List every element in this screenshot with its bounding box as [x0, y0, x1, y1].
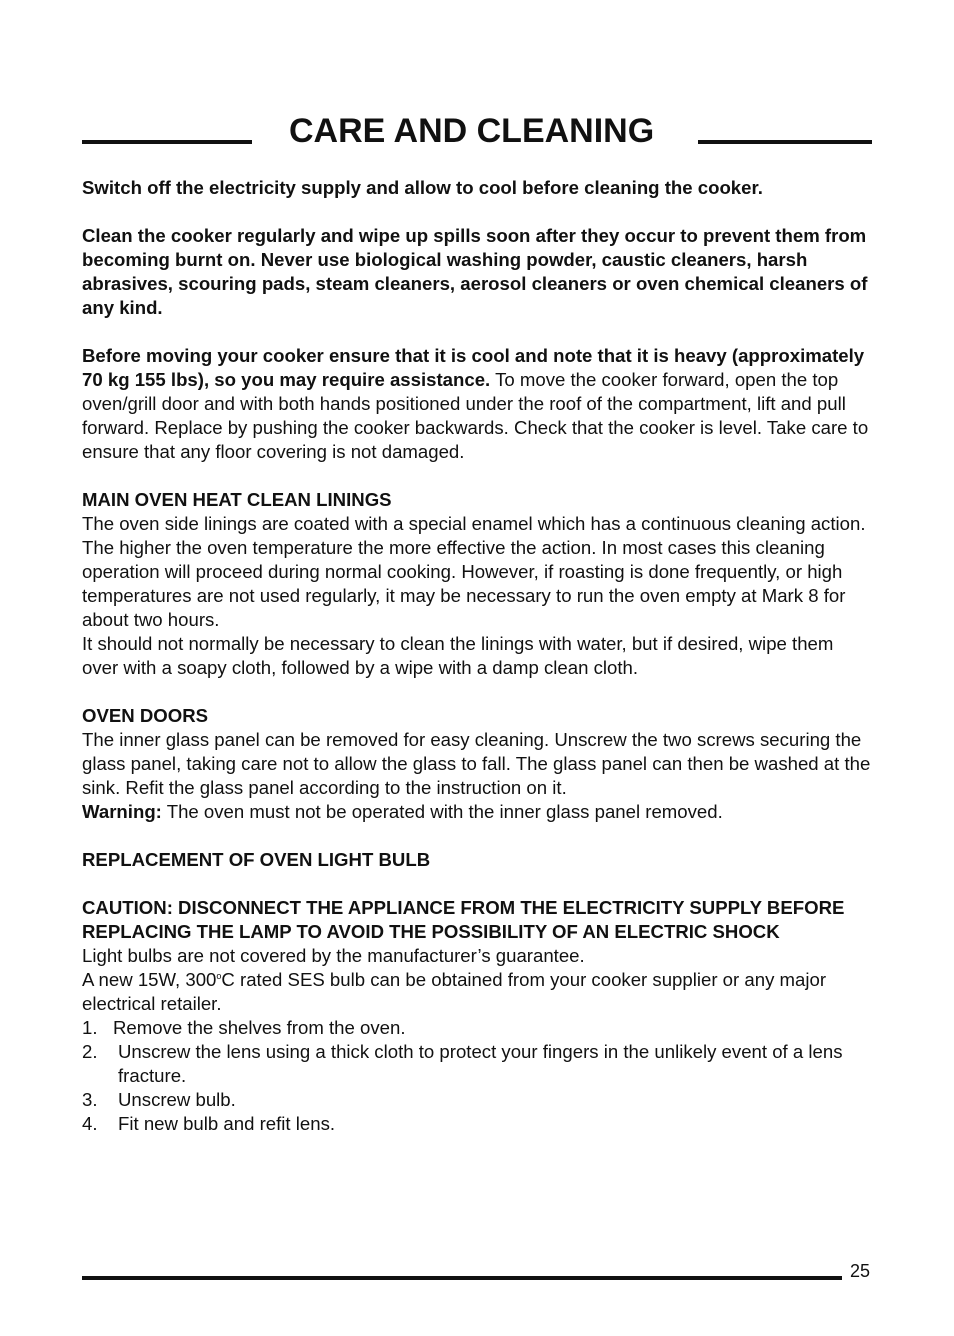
bulb-guarantee: Light bulbs are not covered by the manufacturer’s guarantee.: [82, 945, 585, 966]
list-item: [82, 1040, 874, 1088]
bulb-supply-pre: A new 15W, 300: [82, 969, 217, 990]
title-rule-right: [698, 140, 872, 144]
warning-label: Warning:: [82, 801, 162, 822]
step-number: 2.: [82, 1041, 98, 1062]
moving-cooker-bold: Before moving your cooker ensure that it is cool and note that it is heavy (approximately 70 kg 155 lbs), so you may require assistance.: [82, 345, 865, 390]
intro-clean-regularly: Clean the cooker regularly and wipe up spills soon after they occur to prevent them from becoming burnt on. Never use biological washing powder, caustic cleaners, harsh abrasives, scouring pads, steam cleaners, aerosol cleaners or oven chemical cleaners of any kind.: [82, 225, 868, 318]
step-text: Unscrew bulb.: [118, 1089, 236, 1110]
bulb-steps-list: [82, 1016, 874, 1136]
page-title: CARE AND CLEANING: [289, 112, 655, 150]
step-text: Fit new bulb and refit lens.: [118, 1113, 336, 1134]
footer-rule: [82, 1276, 842, 1280]
bulb-supply: [82, 968, 874, 1016]
step-number: 3.: [82, 1089, 98, 1110]
list-item: [82, 1112, 874, 1136]
title-row: [82, 112, 872, 160]
oven-doors-warning: [82, 800, 874, 824]
page-number: 25: [850, 1261, 871, 1281]
intro-switch-off: Switch off the electricity supply and allow to cool before cleaning the cooker.: [82, 177, 763, 198]
moving-cooker-paragraph: [82, 344, 874, 464]
heat-clean-text-1: The oven side linings are coated with a special enamel which has a continuous cleaning action. The higher the oven temperature the more effective the action. In most cases this cleaning operation will proceed during normal cooking. However, if roasting is done frequently, or high temperatures are not used regularly, it may be necessary to run the oven empty at Mark 8 for about two hours.: [82, 513, 866, 630]
step-text: Unscrew the lens using a thick cloth to protect your fingers in the unlikely event of a lens fracture.: [118, 1041, 843, 1086]
step-text: Remove the shelves from the oven.: [113, 1017, 406, 1038]
moving-cooker-text: To move the cooker forward, open the top oven/grill door and with both hands positioned under the roof of the compartment, lift and pull forward. Replace by pushing the cooker backwards. Check that the cooker is level. Take care to ensure that any floor covering is not damaged.: [82, 369, 869, 462]
bulb-heading: REPLACEMENT OF OVEN LIGHT BULB: [82, 849, 431, 870]
step-number: 1.: [82, 1017, 98, 1038]
heat-clean-text-2: It should not normally be necessary to clean the linings with water, but if desired, wipe them over with a soapy cloth, followed by a wipe with a damp clean cloth.: [82, 633, 834, 678]
heat-clean-heading: MAIN OVEN HEAT CLEAN LININGS: [82, 489, 392, 510]
oven-doors-heading: OVEN DOORS: [82, 705, 209, 726]
bulb-supply-post: C rated SES bulb can be obtained from your cooker supplier or any major electrical retailer.: [82, 969, 827, 1014]
list-item: [82, 1016, 874, 1040]
page-content: [82, 176, 874, 1136]
oven-doors-text: The inner glass panel can be removed for easy cleaning. Unscrew the two screws securing the glass panel, taking care not to allow the glass to fall. The glass panel can then be washed at the sink. Refit the glass panel according to the instruction on it.: [82, 729, 871, 798]
warning-text: The oven must not be operated with the inner glass panel removed.: [161, 801, 723, 822]
bulb-caution: CAUTION: DISCONNECT THE APPLIANCE FROM THE ELECTRICITY SUPPLY BEFORE REPLACING THE LAMP TO AVOID THE POSSIBILITY OF AN ELECTRIC SHOCK: [82, 897, 845, 942]
title-rule-left: [82, 140, 252, 144]
step-number: 4.: [82, 1113, 98, 1134]
degree-symbol: o: [216, 970, 222, 981]
list-item: [82, 1088, 874, 1112]
